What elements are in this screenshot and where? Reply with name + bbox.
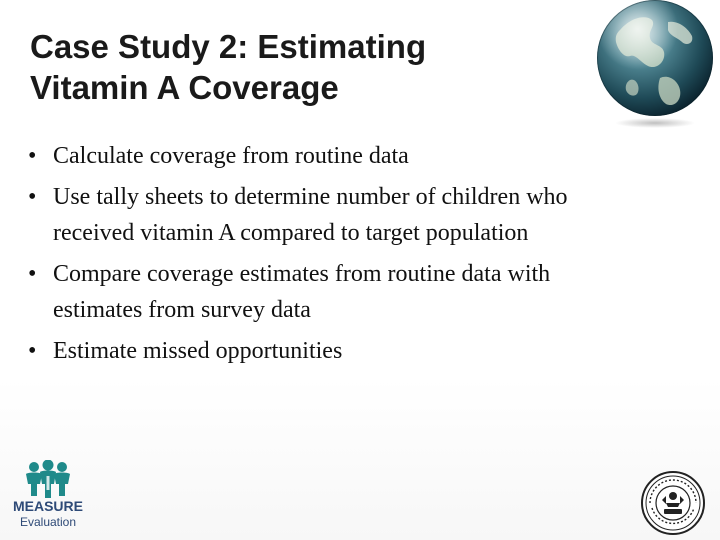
- seal-graphic: [640, 470, 706, 536]
- people-figures-icon: [10, 460, 86, 500]
- globe-icon: [590, 0, 720, 130]
- measure-logo-subtitle: Evaluation: [19, 515, 77, 529]
- globe-graphic: [590, 0, 720, 130]
- bullet-item: • Estimate missed opportunities: [24, 333, 644, 369]
- measure-logo-name: MEASURE: [12, 498, 83, 514]
- bullet-list: [24, 138, 644, 374]
- bullet-item: • Calculate coverage from routine data: [24, 138, 644, 174]
- bullet-item: • Compare coverage estimates from routine data with estimates from survey data: [24, 256, 644, 328]
- title-line-2: Vitamin A Coverage: [30, 69, 339, 106]
- bullet-item: • Use tally sheets to determine number of children who received vitamin A compared to target population: [24, 179, 644, 251]
- title-line-1: Case Study 2: Estimating: [30, 28, 427, 65]
- university-seal-icon: [640, 470, 706, 536]
- slide-title: [30, 26, 570, 108]
